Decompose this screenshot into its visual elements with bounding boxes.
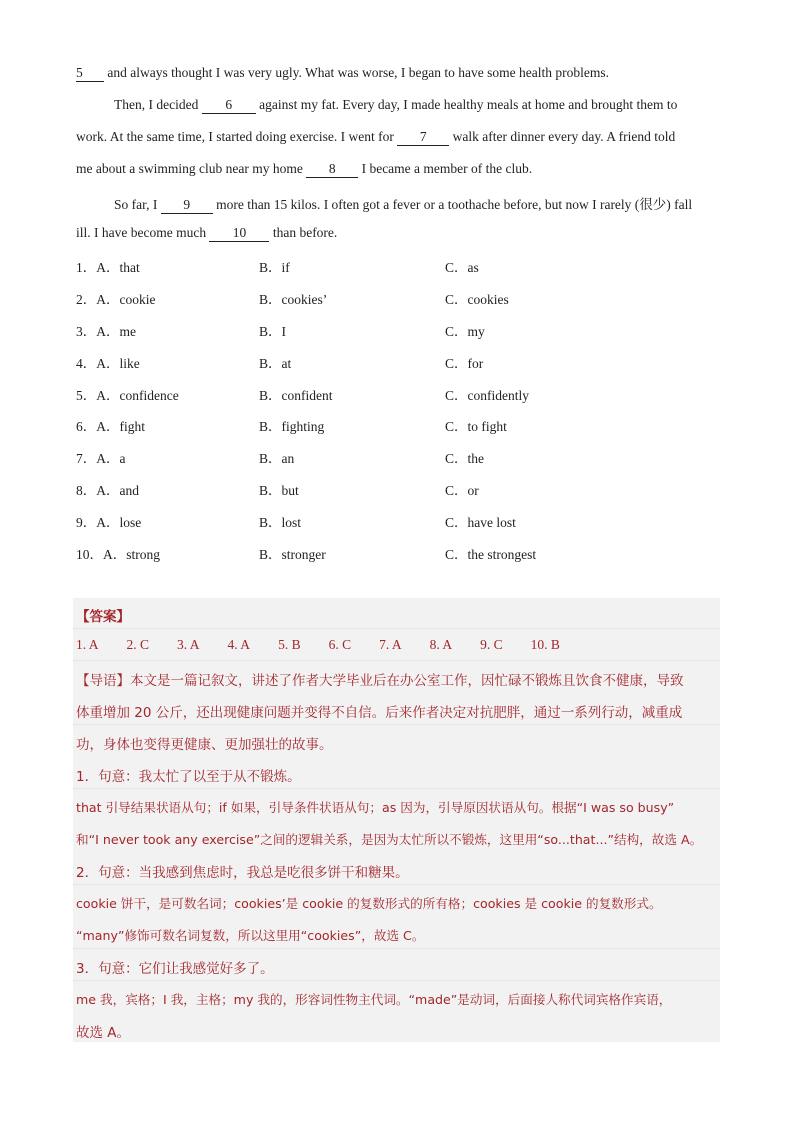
option-a: 1．A．that	[76, 260, 140, 275]
answer-key: 6. C	[328, 637, 352, 652]
divider	[73, 980, 720, 981]
option-a: 2．A．cookie	[76, 292, 156, 307]
option-row-2	[76, 288, 596, 308]
passage-line-5	[114, 193, 692, 214]
option-row-3	[76, 320, 596, 340]
option-row-4	[76, 352, 596, 372]
passage-text: work. At the same time, I started doing exercise. I went for	[76, 129, 398, 144]
option-a: 8．A．and	[76, 483, 139, 498]
blank-5: 5	[76, 65, 104, 82]
explanation-text: cookie 饼干，是可数名词；cookies’是 cookie 的复数形式的所有格；cookies 是 cookie 的复数形式。	[76, 896, 662, 911]
option-row-10	[76, 543, 596, 563]
option-row-9	[76, 511, 596, 531]
blank-7: 7	[397, 129, 449, 146]
passage-line-2	[114, 97, 677, 114]
passage-line-4	[76, 161, 532, 178]
option-b: B．cookies’	[259, 292, 328, 307]
divider	[73, 884, 720, 885]
passage-text: against my fat. Every day, I made healthy meals at home and brought them to	[255, 97, 678, 112]
option-c: C．for	[445, 356, 484, 371]
passage-text: I became a member of the club.	[358, 161, 533, 176]
option-a: 4．A．like	[76, 356, 140, 371]
explanation-text: 和“I never took any exercise”之间的逻辑关系，是因为太忙所以不锻炼，这里用“so...that...”结构，故选 A。	[76, 832, 703, 847]
passage-text: So far, I	[114, 197, 161, 212]
option-a: 10．A．strong	[76, 547, 160, 562]
explanation-text: that 引导结果状语从句；if 如果，引导条件状语从句；as 因为，引导原因状语从句。根据“I was so busy”	[76, 800, 675, 815]
blank-9: 9	[161, 197, 213, 214]
guide-text: 【导语】本文是一篇记叙文，讲述了作者大学毕业后在办公室工作，因忙碌不锻炼且饮食不健康，导致	[76, 673, 684, 689]
answer-keys	[76, 637, 588, 653]
option-row-8	[76, 479, 596, 499]
passage-text: and always thought I was very ugly. What was worse, I began to have some health problems.	[104, 65, 609, 80]
answer-key: 4. A	[227, 637, 251, 652]
answer-key: 7. A	[379, 637, 402, 652]
explanation-title: 2．句意：当我感到焦虑时，我总是吃很多饼干和糖果。	[76, 865, 409, 881]
option-c: C．cookies	[445, 292, 509, 307]
guide-text: 功，身体也变得更健康、更加强壮的故事。	[76, 737, 333, 753]
option-row-6	[76, 415, 596, 435]
answer-key: 3. A	[177, 637, 200, 652]
option-c: C．have lost	[445, 515, 516, 530]
option-b: B．an	[259, 451, 295, 466]
option-row-1	[76, 256, 596, 276]
explanation-title: 3．句意：它们让我感觉好多了。	[76, 961, 274, 977]
option-row-5	[76, 384, 596, 404]
option-a: 5．A．confidence	[76, 388, 179, 403]
answer-key: 10. B	[530, 637, 560, 652]
passage-text: me about a swimming club near my home	[76, 161, 307, 176]
explanation-title: 1．句意：我太忙了以至于从不锻炼。	[76, 769, 301, 785]
guide-text: 体重增加 20 公斤，还出现健康问题并变得不自信。后来作者决定对抗肥胖，通过一系列行动，减重成	[76, 705, 683, 721]
option-row-7	[76, 447, 596, 467]
option-c: C．confidently	[445, 388, 529, 403]
option-c: C．to fight	[445, 419, 507, 434]
answer-key: 2. C	[126, 637, 150, 652]
answer-key: 1. A	[76, 637, 99, 652]
option-a: 9．A．lose	[76, 515, 142, 530]
divider	[73, 788, 720, 789]
option-b: B．stronger	[259, 547, 326, 562]
divider	[73, 628, 720, 629]
option-b: B．I	[259, 324, 286, 339]
option-b: B．fighting	[259, 419, 325, 434]
blank-8: 8	[306, 161, 358, 178]
option-b: B．confident	[259, 388, 333, 403]
answer-key: 8. A	[429, 637, 453, 652]
passage-line-3	[76, 129, 675, 146]
passage-text: walk after dinner every day. A friend told	[449, 129, 676, 144]
answer-key: 9. C	[480, 637, 503, 652]
answer-key: 5. B	[278, 637, 301, 652]
passage-line-1	[76, 65, 609, 82]
divider	[73, 724, 720, 725]
passage-text: more than 15 kilos. I often got a fever or a toothache before, but now I rarely (很少) fall	[212, 197, 693, 212]
passage-text: ill. I have become much	[76, 225, 210, 240]
divider	[73, 948, 720, 949]
option-c: C．the	[445, 451, 484, 466]
option-c: C．or	[445, 483, 479, 498]
option-b: B．lost	[259, 515, 302, 530]
explanation-text: “many”修饰可数名词复数，所以这里用“cookies”，故选 C。	[76, 928, 425, 943]
option-b: B．at	[259, 356, 292, 371]
passage-text: Then, I decided	[114, 97, 202, 112]
blank-10: 10	[209, 225, 269, 242]
passage-text: than before.	[269, 225, 338, 240]
option-a: 6．A．fight	[76, 419, 145, 434]
option-a: 7．A．a	[76, 451, 126, 466]
passage-line-6	[76, 225, 337, 242]
option-a: 3．A．me	[76, 324, 136, 339]
option-c: C．the strongest	[445, 547, 537, 562]
divider	[73, 660, 720, 661]
explanation-text: 故选 A。	[76, 1025, 131, 1041]
option-b: B．but	[259, 483, 299, 498]
blank-6: 6	[202, 97, 256, 114]
explanation-text: me 我，宾格；I 我，主格；my 我的，形容词性物主代词。“made”是动词，后面接人称代词宾格作宾语，	[76, 992, 672, 1007]
answer-heading: 【答案】	[76, 609, 130, 625]
option-c: C．my	[445, 324, 485, 339]
option-c: C．as	[445, 260, 479, 275]
option-b: B．if	[259, 260, 290, 275]
